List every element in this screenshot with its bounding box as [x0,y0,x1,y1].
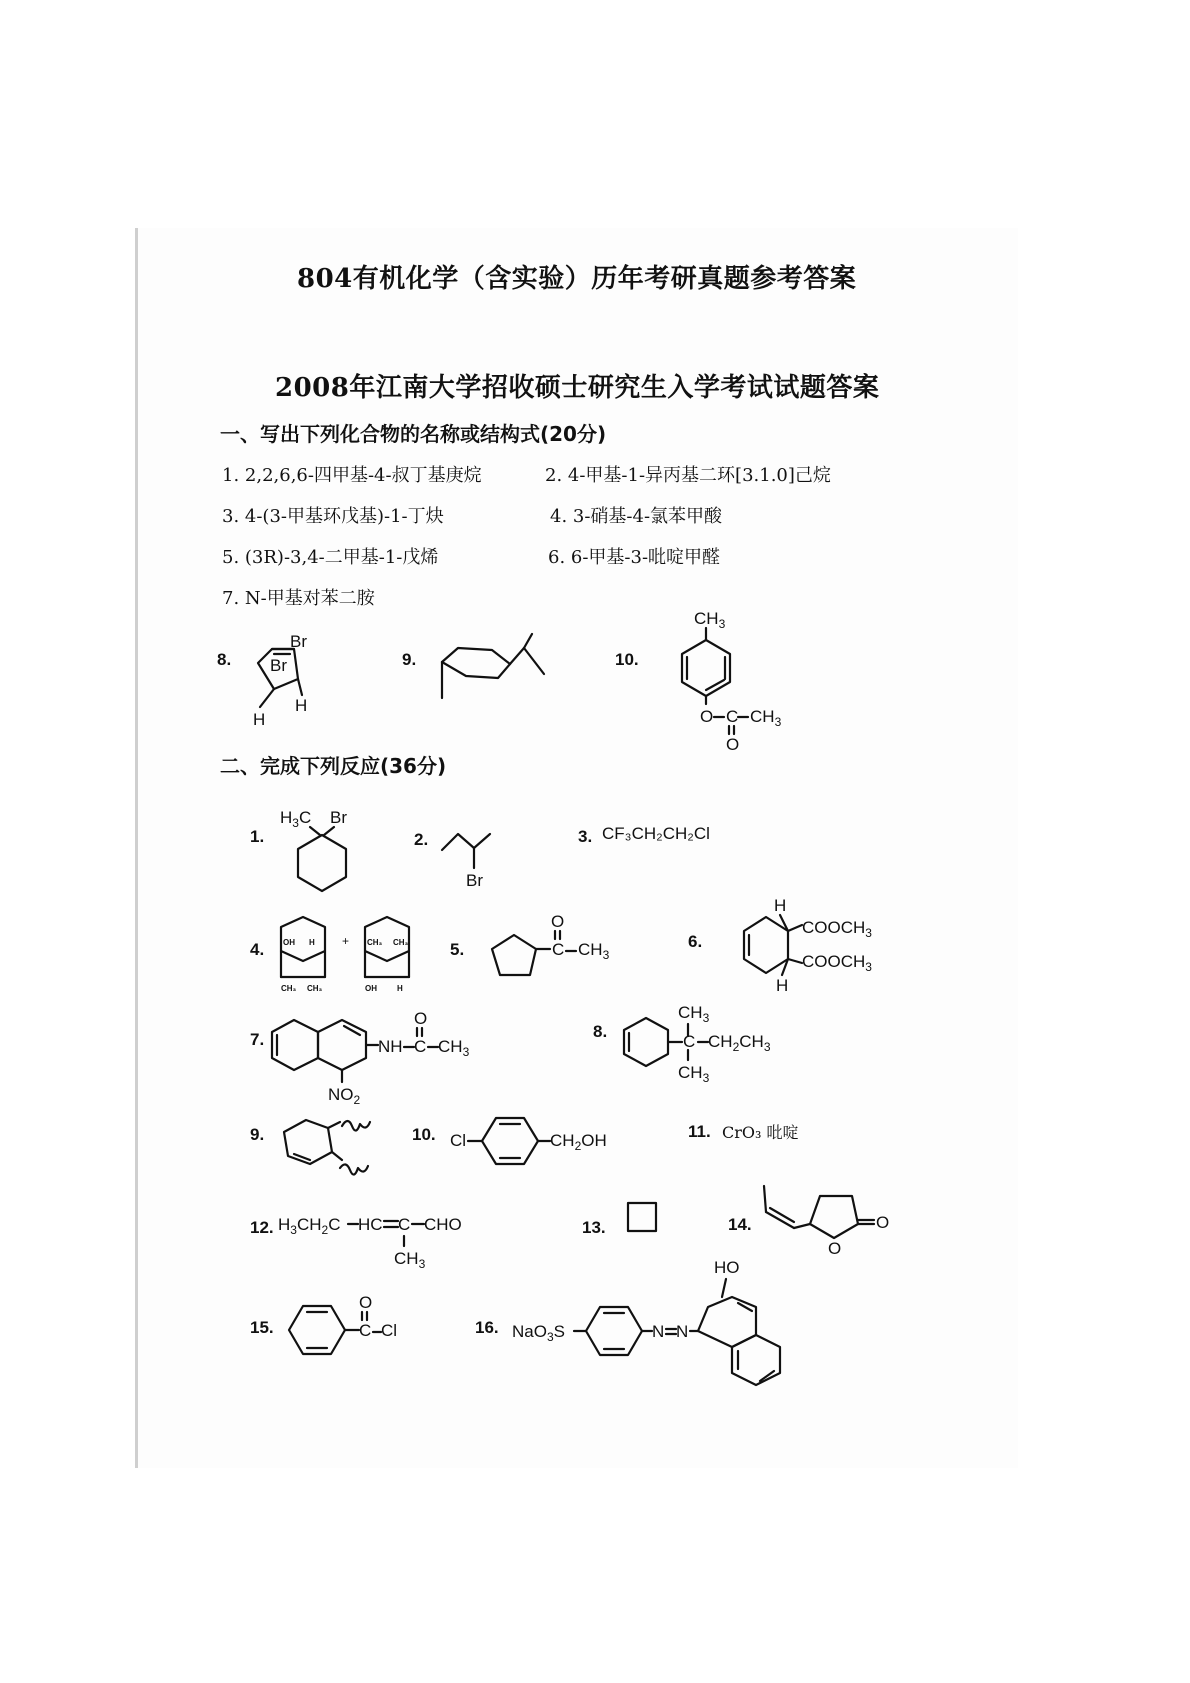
svg-text:N: N [652,1322,665,1341]
svg-text:O: O [726,735,740,754]
svg-text:COOCH3: $COOCH_3$ [802,918,872,940]
answer-2-2-number: 2. [414,830,429,849]
svg-text:COOCH3: $COOCH_3$ [802,952,872,974]
answer-1-10-number: 10. [615,650,639,669]
structure-2-8 [620,1000,800,1085]
svg-text:Br: Br [270,656,287,675]
structure-1-9 [440,640,550,705]
svg-text:C: C [398,1215,411,1234]
svg-text:CH3: $CH_3$ [750,707,782,729]
svg-text:NH: NH [378,1037,403,1056]
structure-2-4 [275,915,445,1000]
answer-2-16-number: 16. [475,1318,499,1337]
structure-2-14 [758,1180,908,1260]
svg-text:NO2: $NO_2$ [328,1085,361,1107]
answer-2-6-number: 6. [688,932,703,951]
svg-text:CH3: $CH_3$ [694,609,726,631]
svg-text:CH3: $CH_3$ [438,1037,470,1059]
answer-2-7-number: 7. [250,1030,265,1049]
svg-text:CH₃: CH₃ [367,938,383,947]
svg-text:H3CH2C: $H_3CH_2C$ [278,1215,341,1237]
svg-text:CH3: $CH_3$ [678,1003,710,1025]
answer-1-4: 4. 3-硝基-4-氯苯甲酸 [550,506,723,527]
structure-2-9 [280,1108,400,1188]
svg-text:H: H [295,696,308,715]
svg-text:NaO3S: NaO$_3$S [512,1322,565,1344]
svg-text:HC: HC [358,1215,383,1234]
answer-2-11: CrO₃ 吡啶 [722,1123,799,1142]
answer-1-7: 7. N-甲基对苯二胺 [222,588,375,609]
svg-text:CHO: CHO [424,1215,462,1234]
answer-2-9-number: 9. [250,1125,265,1144]
svg-text:Br: Br [466,871,483,890]
svg-text:CH3: $CH_3$ [578,940,610,962]
svg-text:CH2CH3: $CH_2CH_3$ [708,1032,771,1054]
svg-text:H: H [253,710,266,729]
svg-text:C: C [683,1032,696,1051]
svg-text:O: O [551,912,565,931]
answer-2-1-number: 1. [250,827,265,846]
answer-2-13-number: 13. [582,1218,606,1237]
answer-1-8-number: 8. [217,650,232,669]
structure-2-6 [722,895,882,995]
svg-text:HO: HO [714,1258,740,1277]
svg-text:C: C [359,1321,372,1340]
svg-text:H: H [774,896,787,915]
document-title: 804有机化学（含实验）历年考研真题参考答案 [297,264,857,294]
svg-text:H3C: $H_3C$ [280,808,312,830]
section2-heading: 二、完成下列反应(36分) [220,754,447,778]
svg-text:Cl: Cl [381,1321,398,1340]
answer-1-1: 1. 2,2,6,6-四甲基-4-叔丁基庚烷 [222,465,482,486]
answer-2-11-number: 11. [688,1122,711,1141]
structure-2-2 [440,820,510,900]
svg-text:O: O [700,707,714,726]
answer-2-3: CF₃CH₂CH₂Cl [602,824,710,843]
svg-text:H: H [309,938,315,947]
svg-text:CH₃: CH₃ [393,938,409,947]
structure-2-10 [450,1108,625,1178]
svg-text:C: C [414,1037,427,1056]
answer-2-5-number: 5. [450,940,465,959]
structure-1-8 [250,632,330,729]
structure-2-5 [490,912,620,990]
answer-2-12-number: 12. [250,1218,274,1237]
answer-1-3: 3. 4-(3-甲基环戊基)-1-丁炔 [222,506,444,527]
structure-1-10 [670,606,800,756]
structure-2-16 [512,1255,812,1415]
svg-text:C: C [552,940,565,959]
answer-2-4-number: 4. [250,940,265,959]
svg-text:O: O [359,1293,373,1312]
svg-text:OH: OH [365,984,377,993]
structure-2-7 [270,1010,480,1115]
structure-2-13 [625,1200,665,1240]
section1-heading: 一、写出下列化合物的名称或结构式(20分) [220,422,607,446]
structure-2-1 [280,805,380,900]
answer-1-9-number: 9. [402,650,417,669]
svg-text:C: C [726,707,739,726]
svg-text:H: H [776,976,789,995]
svg-text:O: O [414,1009,428,1028]
answer-1-2: 2. 4-甲基-1-异丙基二环[3.1.0]己烷 [545,465,831,486]
answer-2-15-number: 15. [250,1318,274,1337]
answer-2-3-number: 3. [578,827,593,846]
svg-text:H: H [397,984,403,993]
answer-2-8-number: 8. [593,1022,608,1041]
svg-text:+: + [342,934,350,948]
structure-2-12 [278,1206,503,1276]
svg-text:Br: Br [290,632,307,651]
svg-text:Br: Br [330,808,347,827]
svg-text:CH₃: CH₃ [281,984,297,993]
svg-text:N: N [676,1322,689,1341]
answer-1-6: 6. 6-甲基-3-吡啶甲醛 [548,547,721,568]
exam-title: 2008年江南大学招收硕士研究生入学考试试题答案 [275,373,880,403]
answer-1-5: 5. (3R)-3,4-二甲基-1-戊烯 [222,547,439,568]
svg-text:OH: OH [283,938,295,947]
svg-text:O: O [828,1239,842,1258]
answer-2-14-number: 14. [728,1215,752,1234]
svg-text:CH3: $CH_3$ [678,1063,710,1085]
svg-text:Cl: Cl [450,1131,467,1150]
structure-2-15 [285,1290,425,1365]
svg-text:CH₃: CH₃ [307,984,323,993]
answer-2-10-number: 10. [412,1125,436,1144]
svg-text:CH2OH: $CH_2OH$ [550,1131,607,1153]
svg-text:CH3: $CH_3$ [394,1249,426,1271]
svg-text:O: O [876,1213,890,1232]
